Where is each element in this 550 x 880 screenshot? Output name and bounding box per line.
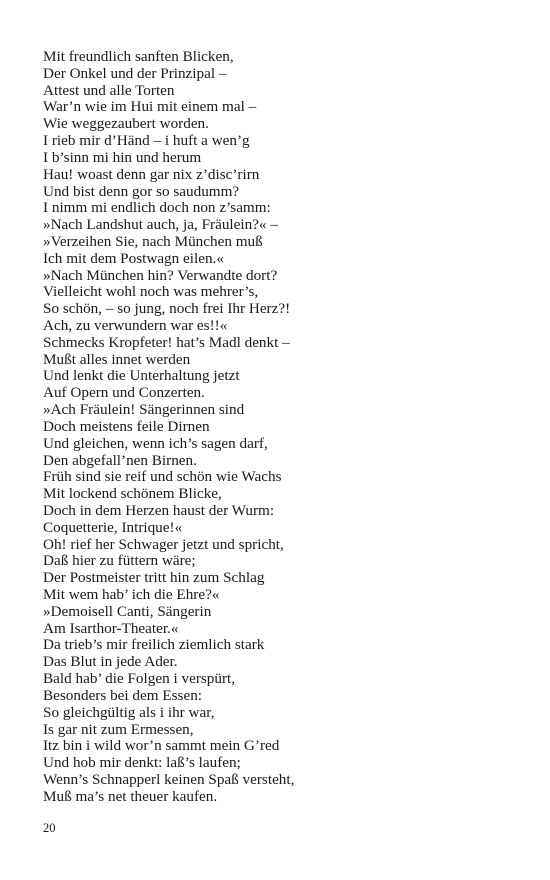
poem-line: War’n wie im Hui mit einem mal – (43, 98, 257, 116)
poem-line: Und hob mir denkt: laß’s laufen; (43, 754, 241, 772)
poem-line: Mit lockend schönem Blicke, (43, 485, 222, 503)
poem-line: Muß ma’s net theuer kaufen. (43, 787, 218, 805)
poem-line: Coquetterie, Intrique!« (43, 518, 183, 536)
poem-line: Oh! rief her Schwager jetzt und spricht, (43, 535, 284, 553)
poem-line: »Demoisell Canti, Sängerin (43, 602, 212, 620)
poem-text (43, 49, 294, 806)
poem-line: Itz bin i wild wor’n sammt mein G’red (43, 737, 280, 755)
poem-line: Besonders bei dem Essen: (43, 686, 203, 704)
poem-line: So schön, – so jung, noch frei Ihr Herz?! (43, 300, 291, 318)
poem-line: Bald hab’ die Folgen i verspürt, (43, 670, 236, 688)
poem-line: Is gar nit zum Ermessen, (43, 720, 194, 738)
poem-line: Mit freundlich sanften Blicken, (43, 48, 234, 65)
poem-line: »Verzeihen Sie, nach München muß (43, 232, 263, 250)
poem-line: Wenn’s Schnapperl keinen Spaß versteht, (43, 770, 295, 788)
poem-line: Und gleichen, wenn ich’s sagen darf, (43, 434, 268, 452)
poem-line: Da trieb’s mir freilich ziemlich stark (43, 636, 265, 654)
poem-line: »Nach München hin? Verwandte dort? (43, 266, 278, 284)
poem-line: I rieb mir d’Händ – i huft a wen’g (43, 132, 250, 150)
poem-line: Doch meistens feile Dirnen (43, 417, 210, 435)
poem-line: Am Isarthor-Theater.« (43, 619, 179, 637)
poem-line: Früh sind sie reif und schön wie Wachs (43, 468, 282, 486)
poem-line: Mußt alles innet werden (43, 350, 191, 368)
poem-line: Daß hier zu füttern wäre; (43, 552, 196, 570)
poem-line: Schmecks Kropfeter! hat’s Madl denkt – (43, 333, 290, 351)
poem-line: Und bist denn gor so saudumm? (43, 182, 240, 200)
poem-line: Wie weggezaubert worden. (43, 115, 209, 133)
poem-line: Den abgefall’nen Birnen. (43, 451, 197, 469)
poem-line: Der Postmeister tritt hin zum Schlag (43, 569, 265, 587)
poem-line: »Nach Landshut auch, ja, Fräulein?« – (43, 216, 278, 234)
poem-line: Auf Opern und Conzerten. (43, 384, 205, 402)
poem-line: Attest und alle Torten (43, 81, 175, 99)
poem-line: Und lenkt die Unterhaltung jetzt (43, 367, 240, 385)
poem-line: Das Blut in jede Ader. (43, 653, 178, 671)
page-number: 20 (43, 821, 56, 835)
poem-line: I nimm mi endlich doch non z’samm: (43, 199, 271, 217)
poem-line: So gleichgültig als i ihr war, (43, 703, 215, 721)
poem-line: Doch in dem Herzen haust der Wurm: (43, 501, 275, 519)
poem-line: Ach, zu verwundern war es!!« (43, 317, 228, 334)
poem-line: Vielleicht wohl noch was mehrer’s, (43, 283, 259, 301)
poem-line: Der Onkel und der Prinzipal – (43, 64, 227, 82)
poem-line: I b’sinn mi hin und herum (43, 148, 202, 166)
poem-line: Mit wem hab’ ich die Ehre?« (43, 586, 220, 603)
poem-line: Ich mit dem Postwagn eilen.« (43, 249, 224, 267)
poem-line: »Ach Fräulein! Sängerinnen sind (43, 401, 245, 419)
poem-line: Hau! woast denn gar nix z’disc’rirn (43, 165, 260, 183)
